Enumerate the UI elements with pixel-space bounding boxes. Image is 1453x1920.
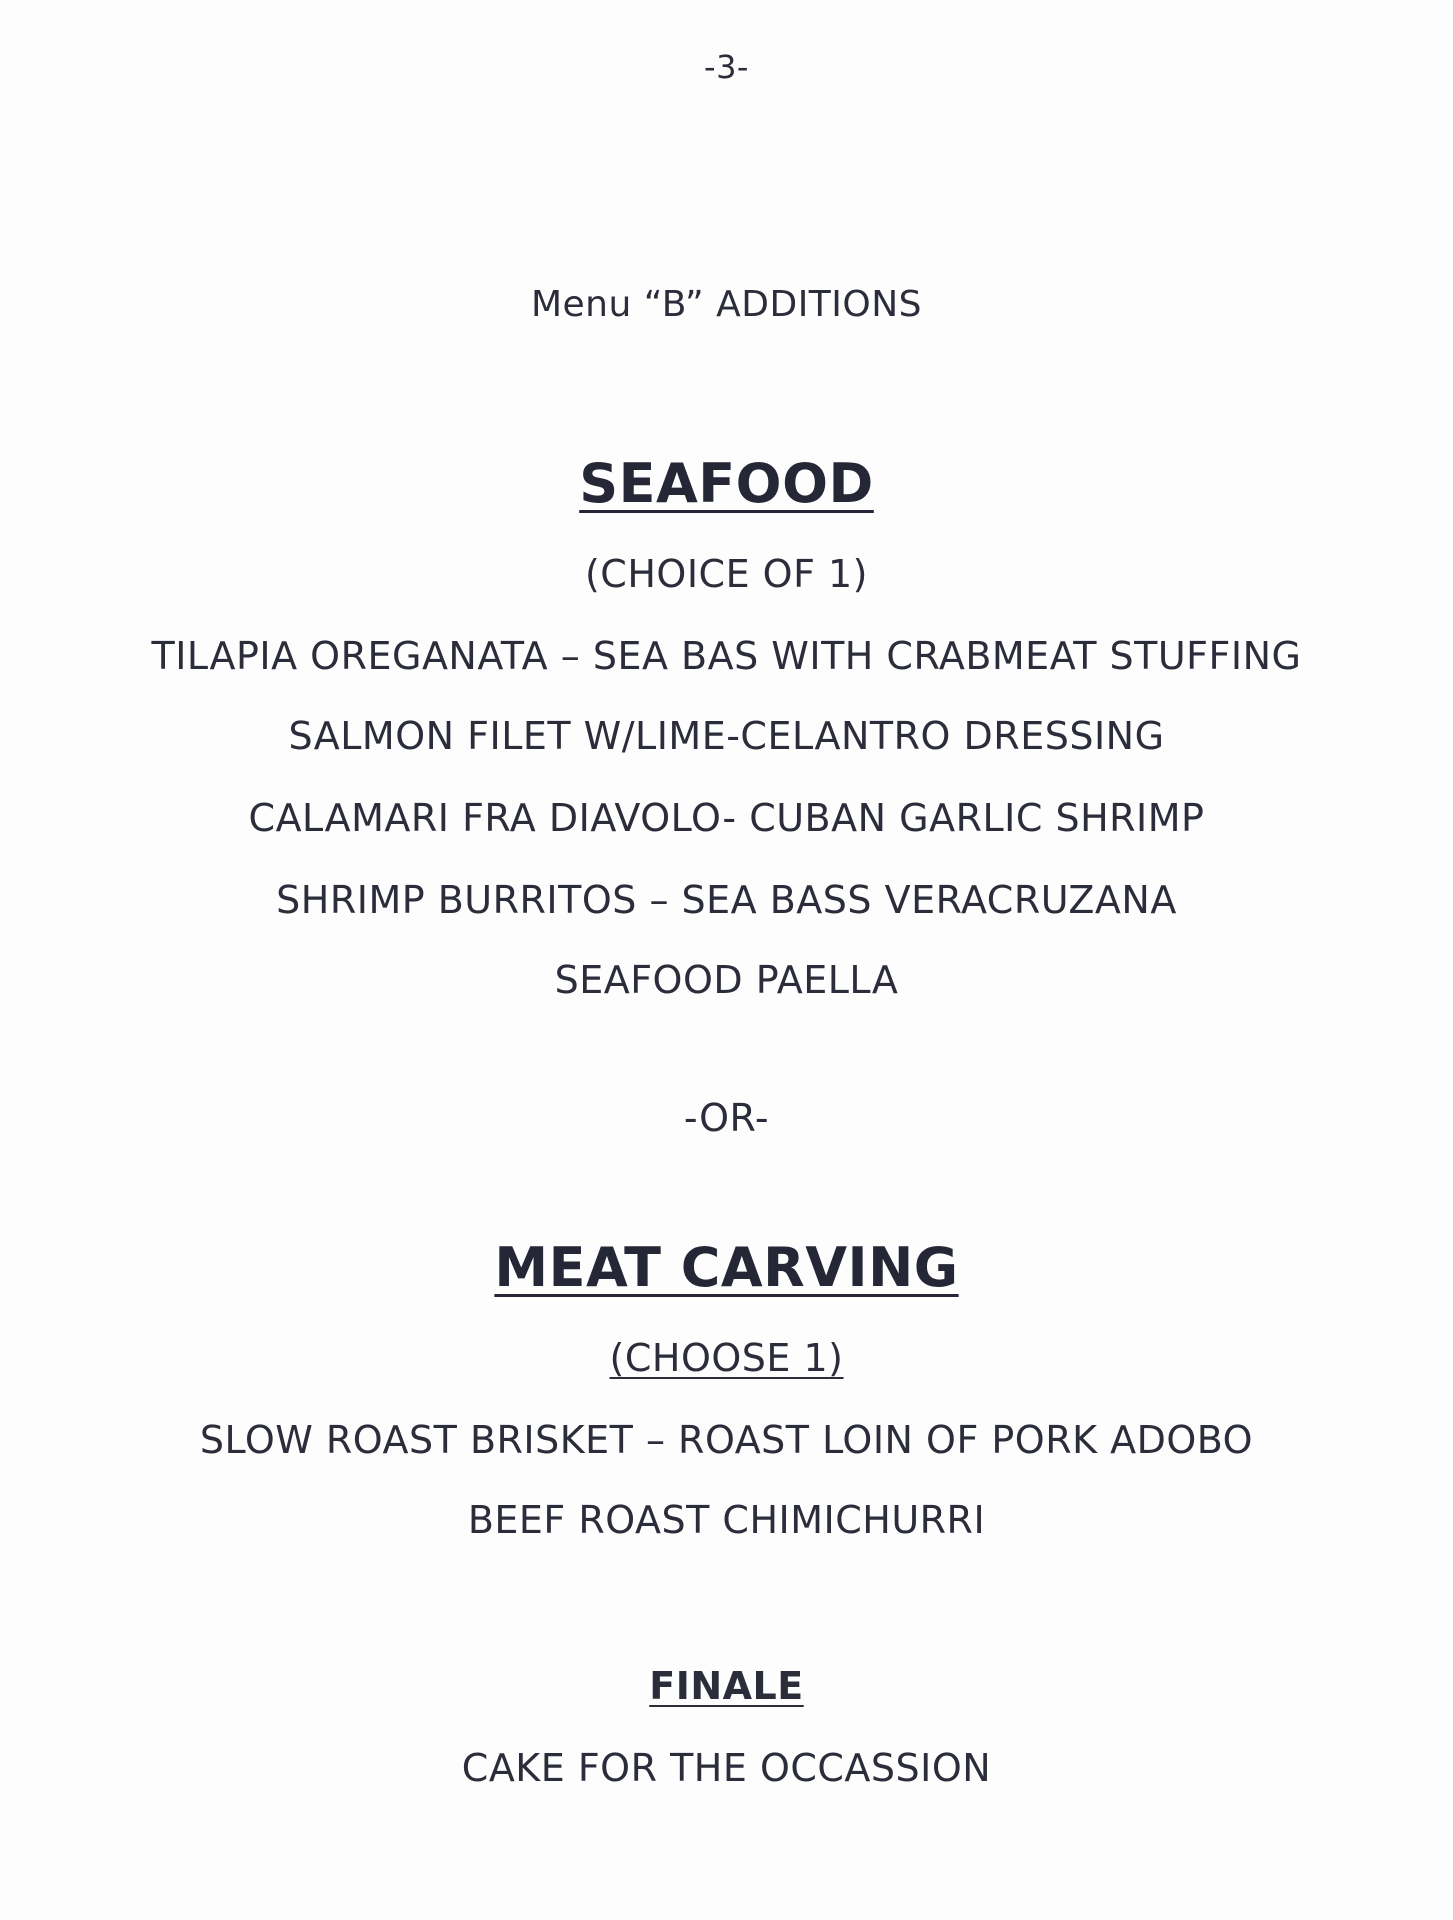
- finale-item: CAKE FOR THE OCCASSION: [461, 1746, 992, 1790]
- seafood-choice-note: (CHOICE OF 1): [584, 552, 869, 596]
- meat-carving-choice-note: (CHOOSE 1): [609, 1336, 844, 1380]
- meat-carving-heading: MEAT CARVING: [494, 1236, 959, 1299]
- seafood-item: CALAMARI FRA DIAVOLO- CUBAN GARLIC SHRIMP: [248, 796, 1205, 840]
- meat-carving-item: BEEF ROAST CHIMICHURRI: [467, 1498, 986, 1542]
- finale-heading: FINALE: [649, 1664, 804, 1708]
- seafood-item: TILAPIA OREGANATA – SEA BAS WITH CRABMEAT STUFFING: [151, 634, 1302, 678]
- seafood-heading: SEAFOOD: [579, 452, 874, 515]
- menu-title: Menu “B” ADDITIONS: [530, 284, 923, 325]
- seafood-item: SHRIMP BURRITOS – SEA BASS VERACRUZANA: [276, 878, 1177, 922]
- or-separator: -OR-: [683, 1096, 770, 1140]
- meat-carving-item: SLOW ROAST BRISKET – ROAST LOIN OF PORK ADOBO: [199, 1418, 1254, 1462]
- seafood-item: SALMON FILET W/LIME-CELANTRO DRESSING: [288, 714, 1165, 758]
- page-number: -3-: [704, 48, 749, 86]
- seafood-item: SEAFOOD PAELLA: [554, 958, 899, 1002]
